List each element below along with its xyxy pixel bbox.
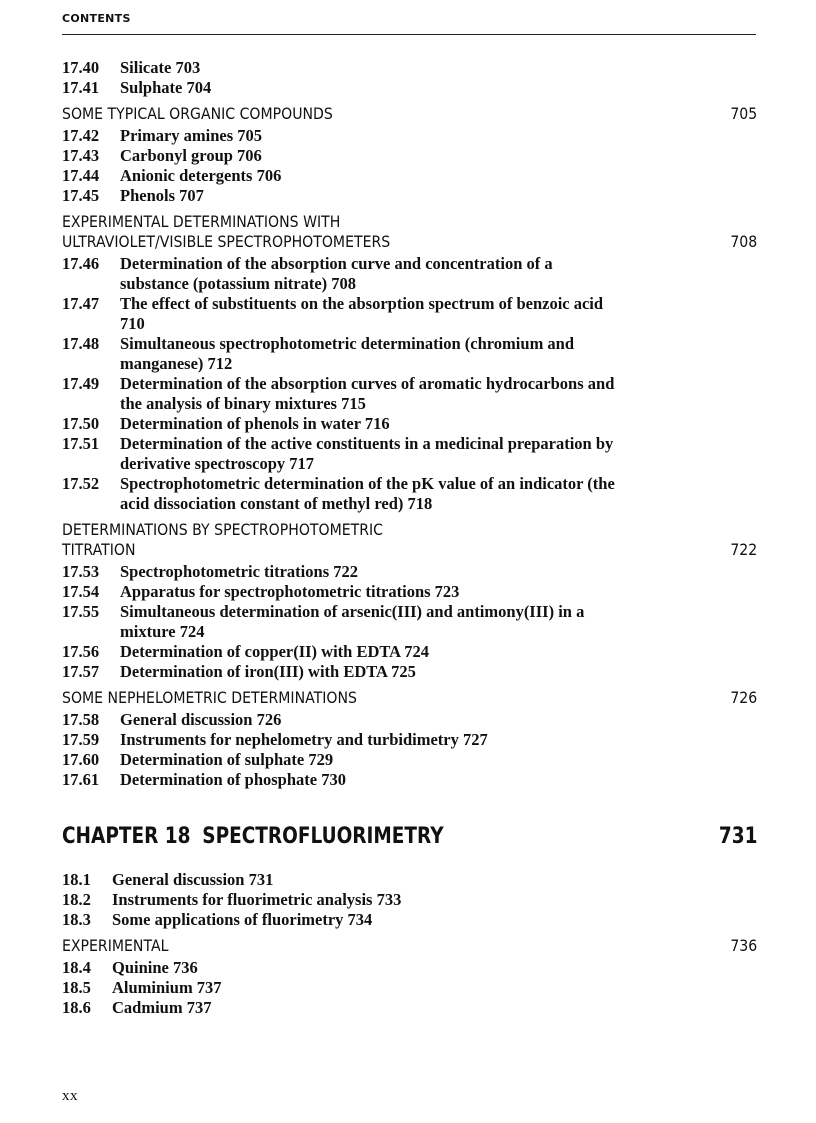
entry-number: 17.42 bbox=[62, 126, 100, 145]
section-page-number: 726 bbox=[730, 688, 758, 707]
entry-number: 17.47 bbox=[62, 294, 100, 313]
contents-entry bbox=[62, 998, 758, 1018]
entry-number: 17.56 bbox=[62, 642, 100, 661]
section-title bbox=[62, 104, 333, 124]
contents-entry bbox=[62, 582, 758, 602]
section-title bbox=[62, 936, 168, 956]
entry-number: 17.50 bbox=[62, 414, 100, 433]
contents-entry bbox=[62, 710, 758, 730]
entry-number: 17.54 bbox=[62, 582, 100, 601]
header-rule bbox=[62, 34, 756, 35]
page-folio: xx bbox=[62, 1088, 78, 1104]
entry-title: Determination of phosphate 730 bbox=[120, 770, 346, 789]
entry-title: Quinine 736 bbox=[112, 958, 198, 977]
section-heading bbox=[62, 104, 757, 124]
contents-entry bbox=[62, 334, 758, 374]
contents-entry bbox=[62, 770, 758, 790]
entry-title: Aluminium 737 bbox=[112, 978, 222, 997]
contents-entry bbox=[62, 870, 758, 890]
entry-number: 17.59 bbox=[62, 730, 100, 749]
entry-title: Instruments for nephelometry and turbidimetry 727 bbox=[120, 730, 488, 749]
entry-number: 17.57 bbox=[62, 662, 100, 681]
chapter-heading bbox=[62, 824, 758, 850]
entry-number: 18.5 bbox=[62, 978, 91, 997]
entry-group bbox=[62, 126, 758, 206]
section-title-line: EXPERIMENTAL DETERMINATIONS WITH bbox=[62, 212, 341, 231]
entry-title: General discussion 726 bbox=[120, 710, 282, 729]
section-title-line: TITRATION bbox=[62, 540, 136, 559]
section-page-number: 722 bbox=[730, 540, 758, 559]
chapter-label: CHAPTER 18 bbox=[62, 824, 191, 849]
entry-title: Determination of the active constituents in a medicinal preparation by derivative spectroscopy 717 bbox=[120, 434, 614, 473]
contents-entry bbox=[62, 642, 758, 662]
entry-group bbox=[62, 958, 758, 1018]
section-heading bbox=[62, 936, 757, 956]
section-heading bbox=[62, 688, 757, 708]
entry-number: 17.44 bbox=[62, 166, 100, 185]
entry-title: Determination of sulphate 729 bbox=[120, 750, 334, 769]
entry-title: Carbonyl group 706 bbox=[120, 146, 262, 165]
entry-group bbox=[62, 58, 758, 98]
entry-title: Determination of copper(II) with EDTA 724 bbox=[120, 642, 430, 661]
entry-title: Sulphate 704 bbox=[120, 78, 212, 97]
entry-title: General discussion 731 bbox=[112, 870, 274, 889]
contents-entry bbox=[62, 602, 758, 642]
contents-entry bbox=[62, 146, 758, 166]
contents-entry bbox=[62, 186, 758, 206]
section-title-line: DETERMINATIONS BY SPECTROPHOTOMETRIC bbox=[62, 520, 384, 539]
entry-title: Determination of phenols in water 716 bbox=[120, 414, 390, 433]
entry-number: 17.58 bbox=[62, 710, 100, 729]
contents-entry bbox=[62, 890, 758, 910]
chapter-name: SPECTROFLUORIMETRY bbox=[202, 824, 444, 849]
contents-entry bbox=[62, 958, 758, 978]
entry-group bbox=[62, 710, 758, 790]
entry-number: 17.46 bbox=[62, 254, 100, 273]
chapter-page-number: 731 bbox=[718, 824, 758, 849]
section-page-number: 708 bbox=[730, 232, 758, 251]
entry-title: Simultaneous determination of arsenic(III) and antimony(III) in a mixture 724 bbox=[120, 602, 585, 641]
section-heading bbox=[62, 520, 757, 560]
contents-entry bbox=[62, 374, 758, 414]
entry-number: 17.52 bbox=[62, 474, 100, 493]
contents-entry bbox=[62, 294, 758, 334]
entry-number: 17.51 bbox=[62, 434, 100, 453]
entry-group bbox=[62, 870, 758, 930]
section-title bbox=[62, 520, 383, 560]
entry-title: The effect of substituents on the absorption spectrum of benzoic acid 710 bbox=[120, 294, 604, 333]
running-head: CONTENTS bbox=[62, 12, 131, 25]
entry-number: 18.6 bbox=[62, 998, 91, 1017]
contents-entry bbox=[62, 750, 758, 770]
contents-entry bbox=[62, 166, 758, 186]
contents-entry bbox=[62, 414, 758, 434]
contents-entry bbox=[62, 662, 758, 682]
contents-entry bbox=[62, 58, 758, 78]
entry-number: 17.40 bbox=[62, 58, 100, 77]
entry-number: 17.55 bbox=[62, 602, 100, 621]
contents-entry bbox=[62, 730, 758, 750]
entry-number: 17.43 bbox=[62, 146, 100, 165]
contents-entry bbox=[62, 474, 758, 514]
entry-title: Determination of the absorption curves of aromatic hydrocarbons and the analysis of binary mixtures 715 bbox=[120, 374, 615, 413]
section-page-number: 736 bbox=[730, 936, 758, 955]
chapter-title bbox=[62, 824, 444, 850]
entry-title: Instruments for fluorimetric analysis 733 bbox=[112, 890, 402, 909]
entry-title: Apparatus for spectrophotometric titrations 723 bbox=[120, 582, 460, 601]
entry-title: Simultaneous spectrophotometric determination (chromium and manganese) 712 bbox=[120, 334, 575, 373]
entry-number: 17.61 bbox=[62, 770, 100, 789]
entry-group bbox=[62, 254, 758, 514]
entry-number: 17.45 bbox=[62, 186, 100, 205]
contents-entry bbox=[62, 562, 758, 582]
section-page-number: 705 bbox=[730, 104, 758, 123]
contents-entry bbox=[62, 78, 758, 98]
section-title-line: SOME TYPICAL ORGANIC COMPOUNDS bbox=[62, 104, 333, 123]
section-title bbox=[62, 212, 390, 252]
section-title bbox=[62, 688, 357, 708]
entry-number: 17.41 bbox=[62, 78, 100, 97]
section-heading bbox=[62, 212, 757, 252]
entry-title: Cadmium 737 bbox=[112, 998, 212, 1017]
entry-number: 17.49 bbox=[62, 374, 100, 393]
entry-number: 18.3 bbox=[62, 910, 91, 929]
entry-title: Spectrophotometric determination of the pK value of an indicator (the acid dissociation constant of methyl red) 718 bbox=[120, 474, 615, 513]
contents-entry bbox=[62, 434, 758, 474]
entry-title: Anionic detergents 706 bbox=[120, 166, 282, 185]
entry-title: Phenols 707 bbox=[120, 186, 204, 205]
entry-title: Some applications of fluorimetry 734 bbox=[112, 910, 373, 929]
section-title-line: SOME NEPHELOMETRIC DETERMINATIONS bbox=[62, 688, 357, 707]
contents-entry bbox=[62, 978, 758, 998]
entry-group bbox=[62, 562, 758, 682]
section-title-line: EXPERIMENTAL bbox=[62, 936, 169, 955]
contents-list bbox=[62, 58, 758, 1018]
entry-number: 18.2 bbox=[62, 890, 91, 909]
entry-number: 17.48 bbox=[62, 334, 100, 353]
entry-number: 17.53 bbox=[62, 562, 100, 581]
entry-number: 18.1 bbox=[62, 870, 91, 889]
entry-title: Determination of iron(III) with EDTA 725 bbox=[120, 662, 416, 681]
entry-title: Silicate 703 bbox=[120, 58, 201, 77]
entry-number: 17.60 bbox=[62, 750, 100, 769]
entry-number: 18.4 bbox=[62, 958, 91, 977]
contents-entry bbox=[62, 126, 758, 146]
section-title-line: ULTRAVIOLET/VISIBLE SPECTROPHOTOMETERS bbox=[62, 232, 391, 251]
contents-entry bbox=[62, 254, 758, 294]
contents-entry bbox=[62, 910, 758, 930]
entry-title: Determination of the absorption curve and concentration of a substance (potassium nitrate) 708 bbox=[120, 254, 553, 293]
entry-title: Primary amines 705 bbox=[120, 126, 263, 145]
entry-title: Spectrophotometric titrations 722 bbox=[120, 562, 358, 581]
